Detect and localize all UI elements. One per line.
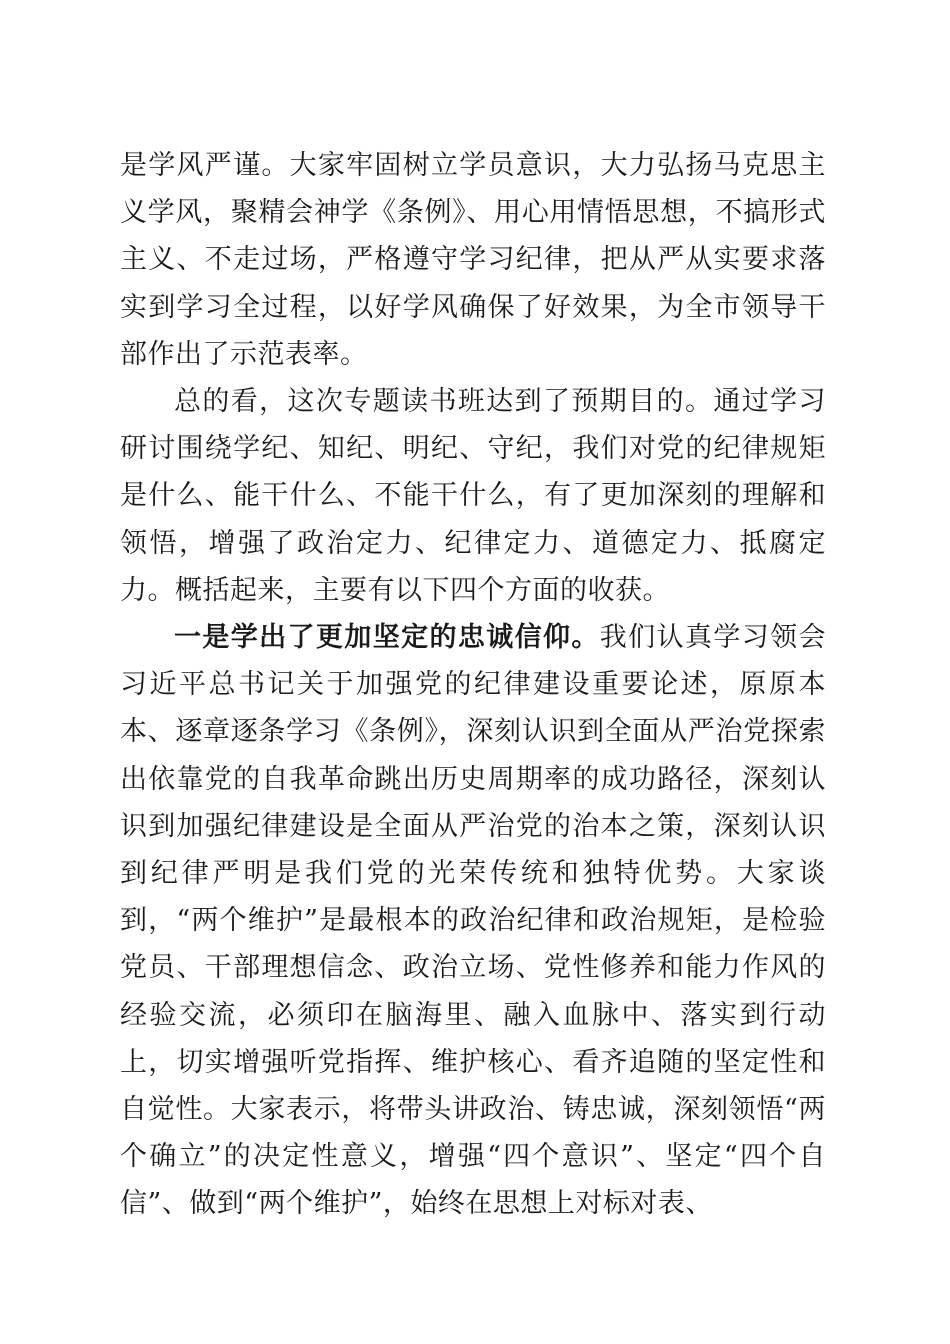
paragraph-body-text: 我们认真学习领会习近平总书记关于加强党的纪律建设重要论述，原原本本、逐章逐条学习《条例》，深刻认识到全面从严治党探索出依靠党的自我革命跳出历史周期率的成功路径，深刻认识到加强纪律建设是全面从严治党的治本之策，深刻认识到纪律严明是我们党的光荣传统和独特优势。大家谈到，“两个维护”是最根本的政治纪律和政治规矩，是检验党员、干部理想信念、政治立场、党性修养和能力作风的经验交流，必须印在脑海里、融入血脉中、落实到行动上，切实增强听党指挥、维护核心、看齐追随的坚定性和自觉性。大家表示，将带头讲政治、铸忠诚，深刻领悟“两个确立”的决定性意义，增强“四个意识”、坚定“四个自信”、做到“两个维护”，始终在思想上对标对表、	[120, 622, 827, 1220]
paragraph-lead-heading: 一是学出了更加坚定的忠诚信仰。	[174, 622, 600, 654]
paragraph-first-gain	[120, 614, 826, 1228]
document-body	[120, 142, 826, 1228]
paragraph-summary: 总的看，这次专题读书班达到了预期目的。通过学习研讨围绕学纪、知纪、明纪、守纪，我们对党的纪律规矩是什么、能干什么、不能干什么，有了更加深刻的理解和领悟，增强了政治定力、纪律定力、道德定力、抵腐定力。概括起来，主要有以下四个方面的收获。	[120, 386, 826, 606]
paragraph-continuation: 是学风严谨。大家牢固树立学员意识，大力弘扬马克思主义学风，聚精会神学《条例》、用心用情悟思想，不搞形式主义、不走过场，严格遵守学习纪律，把从严从实要求落实到学习全过程，以好学风确保了好效果，为全市领导干部作出了示范表率。	[120, 150, 826, 370]
